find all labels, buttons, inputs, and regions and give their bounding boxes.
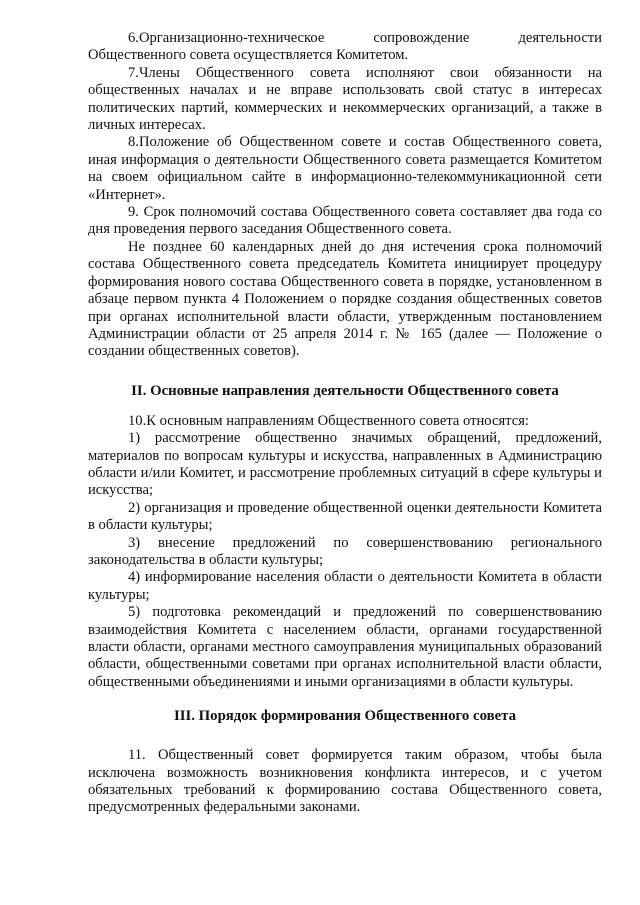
list-item-2: 2) организация и проведение общественной оценки деятельности Комитета в области культуры;: [88, 499, 602, 534]
paragraph-7: 7.Члены Общественного совета исполняют свои обязанности на общественных началах и не вправе использовать свой статус в интересах политических партий, коммерческих и некоммерческих организаций, а также в личных интересах.: [88, 64, 602, 134]
paragraph-10: 10.К основным направлениям Общественного совета относятся:: [128, 412, 529, 429]
list-item-5: 5) подготовка рекомендаций и предложений по совершенствованию взаимодействия Комитета с населением области, органами государственной власти области, органами местного самоуправления муниципальных образований области, общественными советами при органах исполнительной власти области, общественными объединениями и иными организациями в области культуры.: [88, 604, 602, 690]
paragraph-8: 8.Положение об Общественном совете и состав Общественного совета, иная информация о деятельности Общественного совета размещается Комитетом на своем официальном сайте в информационно-телекоммуникационной сети «Интернет».: [88, 134, 602, 203]
list-item-3: 3) внесение предложений по совершенствованию регионального законодательства в области культуры;: [88, 534, 602, 568]
list-item-1: 1) рассмотрение общественно значимых обращений, предложений, материалов по вопросам культуры и искусства, направленных в Администрацию области и/или Комитет, и рассмотрение проблемных ситуаций в сфере культуры и искусства;: [88, 430, 602, 499]
paragraph-9-term: Не позднее 60 календарных дней до дня истечения срока полномочий состава Общественного совета председатель Комитета инициирует процедуру формирования нового состава Общественного совета в порядке, установленном в абзаце первом пункта 4 Положением о порядке создания общественных советов при органах исполнительной власти области, утвержденным постановлением Администрации области от 25 апреля 2014 г. № 165 (далее — Положение о создании общественных советов).: [88, 238, 602, 360]
paragraph-11: 11. Общественный совет формируется таким образом, чтобы была исключена возможность возникновения конфликта интересов, и с учетом обязательных требований к формированию состава Общественного совета, предусмотренных федеральными законами.: [88, 747, 602, 816]
list-item-4: 4) информирование населения области о деятельности Комитета в области культуры;: [88, 569, 602, 603]
section-2-heading: II. Основные направления деятельности Общественного совета: [131, 382, 559, 399]
document-page: [88, 30, 602, 817]
section-3-heading: III. Порядок формирования Общественного совета: [173, 708, 517, 725]
paragraph-6: 6.Организационно-техническое сопровождение деятельности Общественного совета осуществляется Комитетом.: [88, 30, 602, 64]
paragraph-9: 9. Срок полномочий состава Общественного совета составляет два года со дня проведения первого заседания Общественного совета.: [88, 204, 602, 238]
